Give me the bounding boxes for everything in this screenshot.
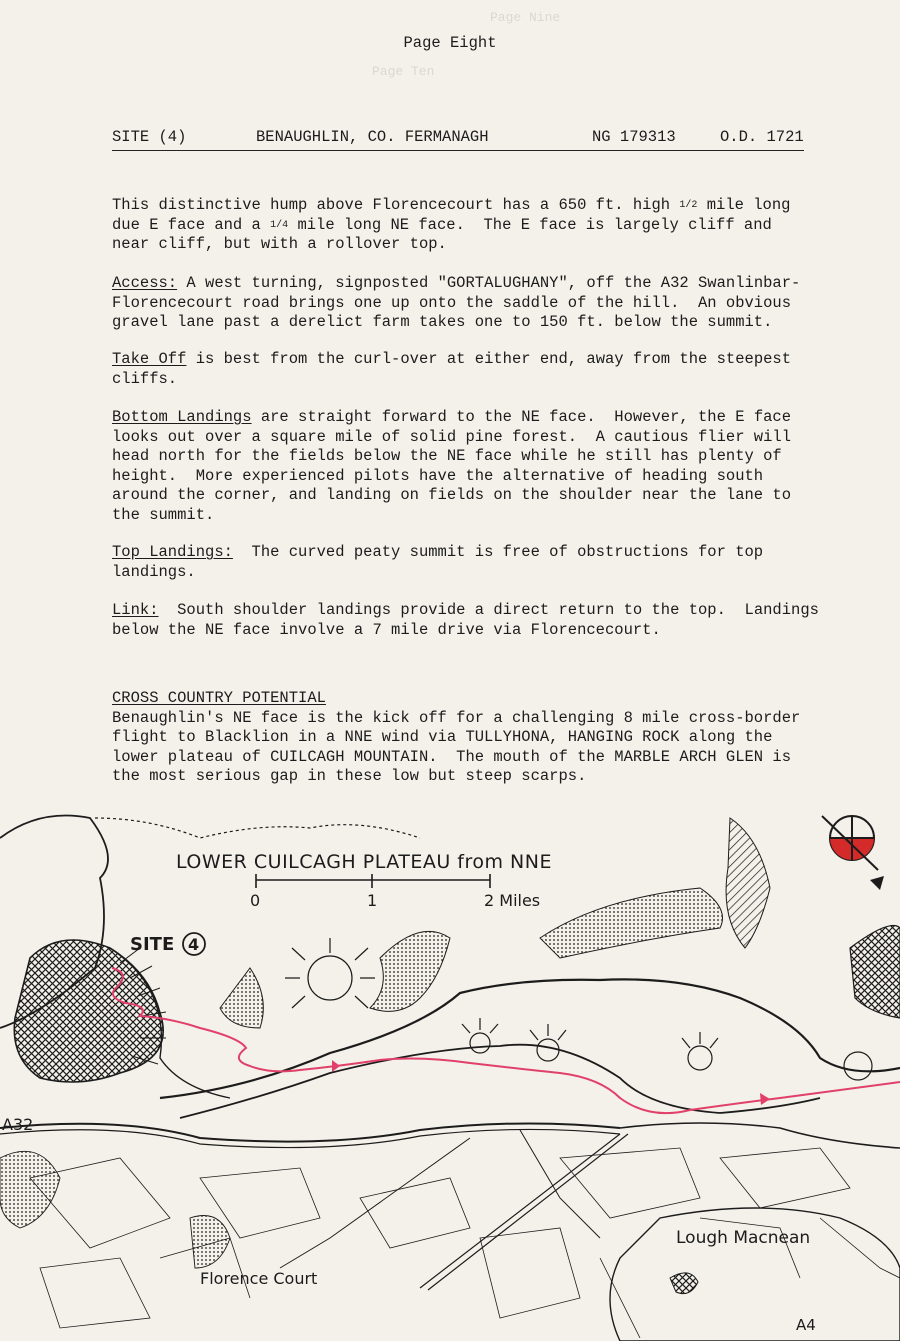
show-through-text: Page Ten: [372, 64, 435, 79]
scarp-line: [160, 979, 900, 1098]
bottom-landings-paragraph: Bottom Landings are straight forward to the NE face. However, the E face looks out over a square mile of solid pine forest. A cautious flier will head north for the fields below the NE face while he still has plenty of height. More experienced pilots have the alternative of heading south around the corner, and landing on fields on the shoulder near the lane to the summit.: [112, 408, 792, 524]
compass-icon: [822, 816, 884, 890]
od-height: O.D. 1721: [720, 128, 804, 146]
map-title: LOWER CUILCAGH PLATEAU from NNE: [176, 851, 552, 873]
lake-label: Lough Macnean: [676, 1228, 811, 1248]
scale-bar: [256, 874, 490, 888]
scale-label-2: 2 Miles: [484, 891, 541, 910]
flight-path: [112, 968, 900, 1113]
flight-arrow-icon: [760, 1093, 770, 1105]
show-through-text: Page Nine: [490, 10, 561, 25]
scale-label-0: 0: [250, 891, 261, 910]
grid-reference: NG 179313: [592, 128, 676, 146]
road: [0, 1123, 620, 1141]
ridge-area: [370, 931, 450, 1011]
access-paragraph: Access: A west turning, signposted "GORTALUGHANY", off the A32 Swanlinbar- Florencecourt road brings one up onto the saddle of the hill. An obvious gravel lane past a derelict farm takes one to 150 ft. below the summit.: [112, 274, 801, 331]
town-label: Florence Court: [200, 1269, 318, 1288]
fraction: 1/2: [679, 200, 698, 211]
cross-country-section: CROSS COUNTRY POTENTIAL Benaughlin's NE face is the kick off for a challenging 8 mile cross-border flight to Blacklion in a NNE wind via TULLYHONA, HANGING ROCK along the lower plateau of CUILCAGH MOUNTAIN. The mouth of the MARBLE ARCH GLEN is the most serious gap in these low but steep scarps.: [112, 689, 801, 785]
site-name: BENAUGHLIN, CO. FERMANAGH: [256, 128, 489, 146]
road: [420, 1134, 628, 1290]
access-label: Access:: [112, 274, 178, 292]
page-number: Page Eight: [403, 34, 497, 52]
takeoff-paragraph: Take Off is best from the curl-over at either end, away from the steepest cliffs.: [112, 350, 792, 388]
bottom-landings-label: Bottom Landings: [112, 408, 252, 426]
cross-country-heading: CROSS COUNTRY POTENTIAL: [112, 689, 326, 707]
intro-paragraph: This distinctive hump above Florencecourt has a 650 ft. high 1/2 mile long due E face and a 1/4 mile long NE face. The E face is largely cliff and near cliff, but with a rollover top.: [112, 196, 791, 253]
top-landings-paragraph: Top Landings: The curved peaty summit is free of obstructions for top landings.: [112, 543, 764, 581]
site-label: SITE: [130, 934, 175, 955]
site-header: [112, 128, 804, 151]
benaughlin-hill: [14, 940, 163, 1082]
sketch-map: [0, 798, 900, 1341]
fraction: 1/4: [270, 219, 289, 231]
takeoff-label: Take Off: [112, 350, 187, 368]
road-label: A32: [2, 1115, 34, 1134]
site-number-marker: 4: [188, 935, 200, 954]
top-landings-label: Top Landings:: [112, 543, 233, 561]
site-number: SITE (4): [112, 128, 187, 146]
scale-label-1: 1: [367, 891, 378, 910]
link-paragraph: Link: South shoulder landings provide a direct return to the top. Landings below the NE face involve a 7 mile drive via Florencecourt.: [112, 601, 819, 639]
link-label: Link:: [112, 601, 159, 619]
road-label-a4: A4: [796, 1316, 816, 1334]
